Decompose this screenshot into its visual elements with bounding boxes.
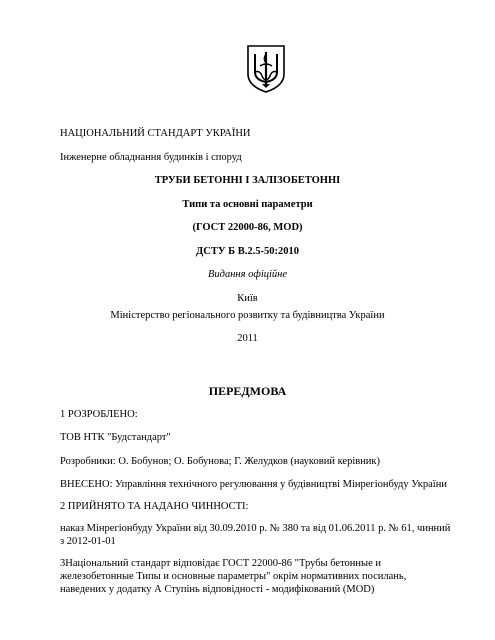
edition-note: Видання офіційне [207, 269, 288, 280]
document-subtitle: Типи та основні параметри [182, 199, 313, 210]
city: Київ [237, 293, 258, 304]
category: Інженерне обладнання будинків і споруд [60, 152, 242, 163]
ministry: Міністерство регіонального розвитку та будівництва України [110, 310, 385, 321]
order-paragraph: наказ Мінрегіонбуду України від 30.09.2010 р. № 380 та від 01.06.2011 р. № 61, чинний з 2012-01-01 [60, 523, 451, 547]
introduced-by: ВНЕСЕНО: Управління технічного регулювання у будівництві Мінрегіонбуду України [60, 479, 447, 490]
correspondence-paragraph: 3Національний стандарт відповідає ГОСТ 22000-86 "Трубы бетонные и железобетонные Типы и основные параметры" окрім нормативних посилань, наведених у додатку А Ступінь відповідності - модифікований (MOD) [60, 558, 407, 595]
developers-list: Розробники: О. Бобунов; О. Бобунова; Г. Желудков (науковий керівник) [60, 456, 381, 467]
developed-label: 1 РОЗРОБЛЕНО: [60, 409, 138, 420]
preface-heading: ПЕРЕДМОВА [208, 384, 287, 398]
document-title: ТРУБИ БЕТОННІ І ЗАЛІЗОБЕТОННІ [154, 175, 341, 186]
developer-company: ТОВ НТК "Будстандарт" [60, 432, 171, 443]
year: 2011 [237, 333, 258, 344]
standard-code: ДСТУ Б В.2.5-50:2010 [196, 246, 299, 257]
gost-reference: (ГОСТ 22000-86, MOD) [192, 222, 303, 233]
standard-type: НАЦІОНАЛЬНИЙ СТАНДАРТ УКРАЇНИ [60, 128, 251, 139]
trident-coat-of-arms-icon [246, 44, 286, 94]
accepted-label: 2 ПРИЙНЯТО ТА НАДАНО ЧИННОСТІ: [60, 501, 249, 512]
